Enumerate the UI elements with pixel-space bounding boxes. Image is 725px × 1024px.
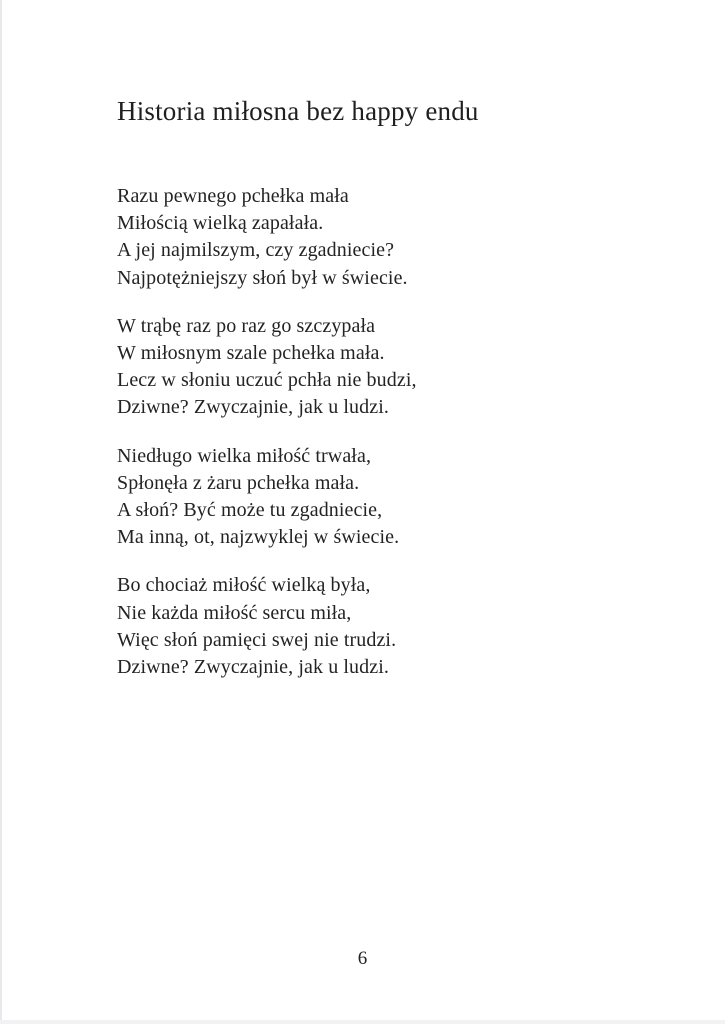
- poem-line: Bo chociaż miłość wielką była,: [117, 574, 371, 597]
- poem-line: Dziwne? Zwyczajnie, jak u ludzi.: [117, 656, 389, 679]
- poem-line: A słoń? Być może tu zgadniecie,: [117, 499, 383, 522]
- poem-line: Niedługo wielka miłość trwała,: [117, 444, 372, 467]
- poem-line: W miłosnym szale pchełka mała.: [117, 342, 385, 365]
- poem-line: Nie każda miłość sercu miła,: [117, 601, 352, 624]
- poem-line: A jej najmilszym, czy zgadniecie?: [117, 239, 395, 262]
- poem-line: Najpotężniejszy słoń był w świecie.: [117, 266, 408, 289]
- poem-line: Spłonęła z żaru pchełka mała.: [117, 471, 360, 494]
- poem-line: Więc słoń pamięci swej nie trudzi.: [117, 628, 397, 651]
- poem-line: Razu pewnego pchełka mała: [117, 185, 349, 207]
- poem-title: Historia miłosna bez happy endu: [117, 96, 479, 126]
- poem-stanza-3: [117, 443, 655, 552]
- poem-line: Lecz w słoniu uczuć pchła nie budzi,: [117, 369, 417, 392]
- poem-stanza-2: [117, 313, 655, 422]
- page-footer: [0, 948, 725, 970]
- poem-line: Dziwne? Zwyczajnie, jak u ludzi.: [117, 396, 389, 419]
- poem-stanza-1: [117, 183, 655, 292]
- poem-line: W trąbę raz po raz go szczypała: [117, 314, 376, 337]
- poem-line: Ma inną, ot, najzwyklej w świecie.: [117, 526, 400, 549]
- page-content: [117, 95, 655, 702]
- page-left-edge: [0, 0, 2, 1024]
- poem-stanza-4: [117, 572, 655, 681]
- page-number: 6: [357, 948, 368, 969]
- page-bottom-edge: [0, 1020, 725, 1024]
- poem-line: Miłością wielką zapałała.: [117, 212, 324, 235]
